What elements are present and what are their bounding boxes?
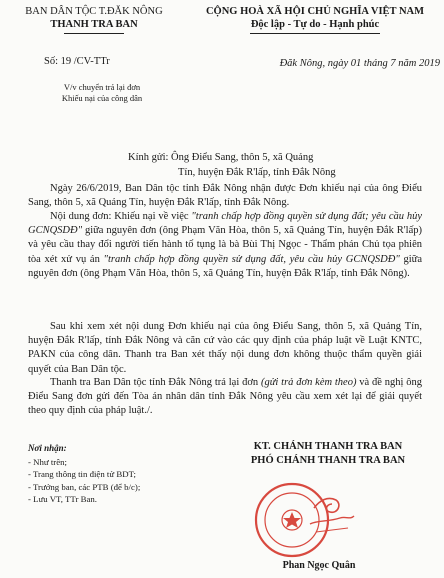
recipient-block	[128, 150, 428, 180]
national-motto: Độc lập - Tự do - Hạnh phúc	[250, 19, 380, 30]
signature-title-line: PHÓ CHÁNH THANH TRA BAN	[250, 455, 406, 466]
signature-title	[228, 440, 428, 468]
national-title: CỘNG HOÀ XÃ HỘI CHỦ NGHĨA VIỆT NAM	[205, 6, 425, 17]
subject-line: Khiếu nại của công dân	[61, 93, 143, 103]
subject-block	[22, 82, 182, 104]
motto-underline	[250, 33, 380, 34]
official-seal-stamp	[250, 470, 360, 560]
text-run: và đề nghị ông Điểu Sang đơn gửi đến Tòa án nhân dân tỉnh Đắk Nông yêu cầu xem xét lại để giải quyết theo quy định của pháp luật./.	[28, 377, 422, 417]
signer-name: Phan Ngọc Quân	[282, 560, 356, 571]
recipient-line: Kính gửi: Ông Điểu Sang, thôn 5, xã Quảng	[128, 152, 314, 163]
subject-line: V/v chuyển trả lại đơn	[63, 82, 141, 92]
paragraph-review: Sau khi xem xét nội dung Đơn khiếu nại của ông Điểu Sang, thôn 5, xã Quảng Tín, huyện Đắk R'lấp, tỉnh Đắk Nông và căn cứ vào các quy định của pháp luật về Luật KNTC, PAKN của công dân. Thanh tra Ban xét thấy nội dung đơn không thuộc thẩm quyền giải quyết của Ban Dân tộc.	[28, 321, 422, 375]
text-run: giữa nguyên đơn (ông Phạm Văn Hòa, thôn 5, xã Quảng Tín, huyện Đắk R'lấp, tỉnh Đắk Nông).	[28, 253, 422, 279]
text-run: giữa nguyên đơn (ông Phạm Văn Hòa, thôn 5, xã Quảng Tín, huyện Đắk R'lấp) và yêu cầu thay đổi người tiến hành tố tụng là bà Bùi Thị Ngọc - Thẩm phán Chủ tọa phiên tòa xét xử vụ án	[28, 225, 422, 265]
quoted-claim: "tranh chấp hợp đồng quyền sử dụng đất; yêu cầu hủy GCNQSDĐ"	[28, 211, 423, 237]
paragraph-content	[28, 210, 422, 281]
text-run: Nội dung đơn: Khiếu nại về việc	[50, 211, 192, 222]
recipient-line: Tín, huyện Đắk R'lấp, tỉnh Đắk Nông	[178, 167, 336, 178]
recipient-item: - Trưởng ban, các PTB (để b/c);	[28, 481, 141, 492]
agency-underline	[64, 33, 124, 34]
agency-unit: THANH TRA BAN	[50, 19, 138, 30]
quoted-claim: "tranh chấp hợp đồng quyền sử dụng đất, yêu cầu hủy GCNQSDĐ"	[103, 253, 400, 265]
recipient-item: - Trang thông tin điện tử BDT;	[28, 469, 136, 480]
recipients-list	[28, 456, 140, 505]
place-date: Đăk Nông, ngày 01 tháng 7 năm 2019	[279, 58, 440, 69]
attachment-note: (gửi trả đơn kèm theo)	[260, 377, 357, 388]
document-number: Số: 19 /CV-TTr	[44, 56, 110, 67]
agency-name: BAN DÂN TỘC T.ĐĂK NÔNG	[25, 6, 163, 17]
signature-title-line: KT. CHÁNH THANH TRA BAN	[253, 441, 403, 452]
text-run: Thanh tra Ban Dân tộc tỉnh Đắk Nông trả lại đơn	[50, 377, 261, 388]
paragraph-decision	[28, 376, 422, 419]
recipient-item: - Như trên;	[28, 457, 67, 467]
recipient-item: - Lưu VT, TTr Ban.	[28, 493, 97, 504]
paragraph-intro: Ngày 26/6/2019, Ban Dân tộc tỉnh Đắk Nông nhận được Đơn khiếu nại của ông Điểu Sang, thôn 5, xã Quảng Tín, huyện Đắk R'lấp, tỉnh Đắk Nông.	[28, 183, 422, 209]
recipients-label: Nơi nhận:	[28, 443, 67, 453]
